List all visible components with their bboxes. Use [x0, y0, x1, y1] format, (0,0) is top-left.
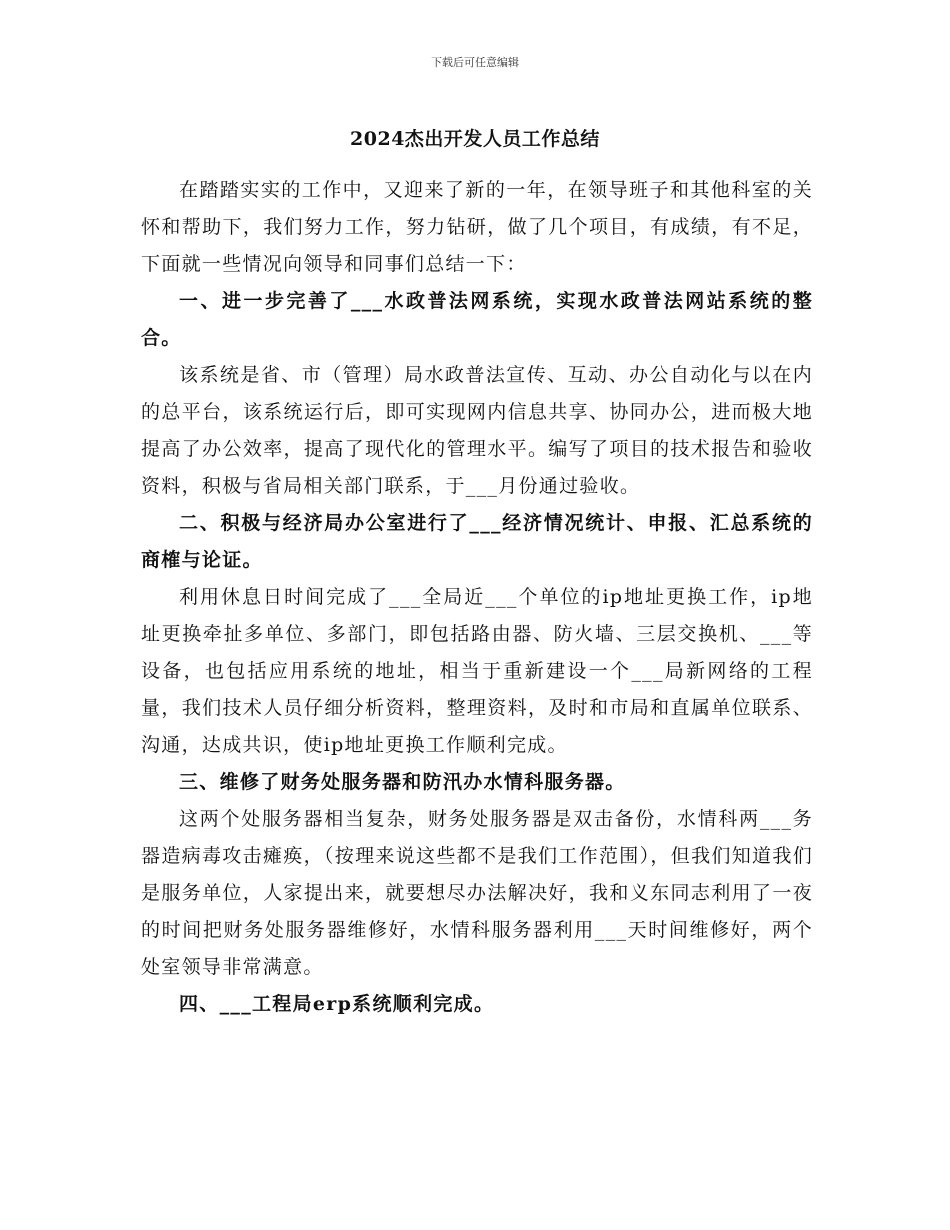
download-editable-note: 下载后可任意编辑 [431, 56, 519, 69]
section-heading-4: 四、___工程局erp系统顺利完成。 [179, 993, 495, 1015]
document-body [141, 172, 813, 1023]
section-3-paragraph: 这两个处服务器相当复杂，财务处服务器是双击备份，水情科两___务器造病毒攻击瘫痪，（按理来说这些都不是我们工作范围），但我们知道我们是服务单位，人家提出来，就要想尽办法解决好，我和义东同志利用了一夜的时间把财务处服务器维修好，水情科服务器利用___天时间维修好，两个处室领导非常满意。 [141, 808, 813, 978]
section-heading-2: 二、积极与经济局办公室进行了___经济情况统计、申报、汇总系统的商榷与论证。 [141, 512, 813, 571]
section-2-paragraph: 利用休息日时间完成了___全局近___个单位的ip地址更换工作，ip地址更换牵扯多单位、多部门，即包括路由器、防火墙、三层交换机、___等设备，也包括应用系统的地址，相当于重新建设一个___局新网络的工程量，我们技术人员仔细分析资料，整理资料，及时和市局和直属单位联系、沟通，达成共识，使ip地址更换工作顺利完成。 [141, 586, 813, 756]
section-heading-1: 一、进一步完善了___水政普法网系统，实现水政普法网站系统的整合。 [141, 290, 813, 349]
section-1-paragraph: 该系统是省、市（管理）局水政普法宣传、互动、办公自动化与以在内的总平台，该系统运行后，即可实现网内信息共享、协同办公，进而极大地提高了办公效率，提高了现代化的管理水平。编写了项目的技术报告和验收资料，积极与省局相关部门联系，于___月份通过验收。 [141, 364, 813, 497]
section-heading-3: 三、维修了财务处服务器和防汛办水情科服务器。 [179, 771, 626, 793]
intro-paragraph: 在踏踏实实的工作中，又迎来了新的一年，在领导班子和其他科室的关怀和帮助下，我们努力工作，努力钻研，做了几个项目，有成绩，有不足，下面就一些情况向领导和同事们总结一下： [141, 179, 813, 275]
document-title: 2024杰出开发人员工作总结 [350, 128, 600, 150]
